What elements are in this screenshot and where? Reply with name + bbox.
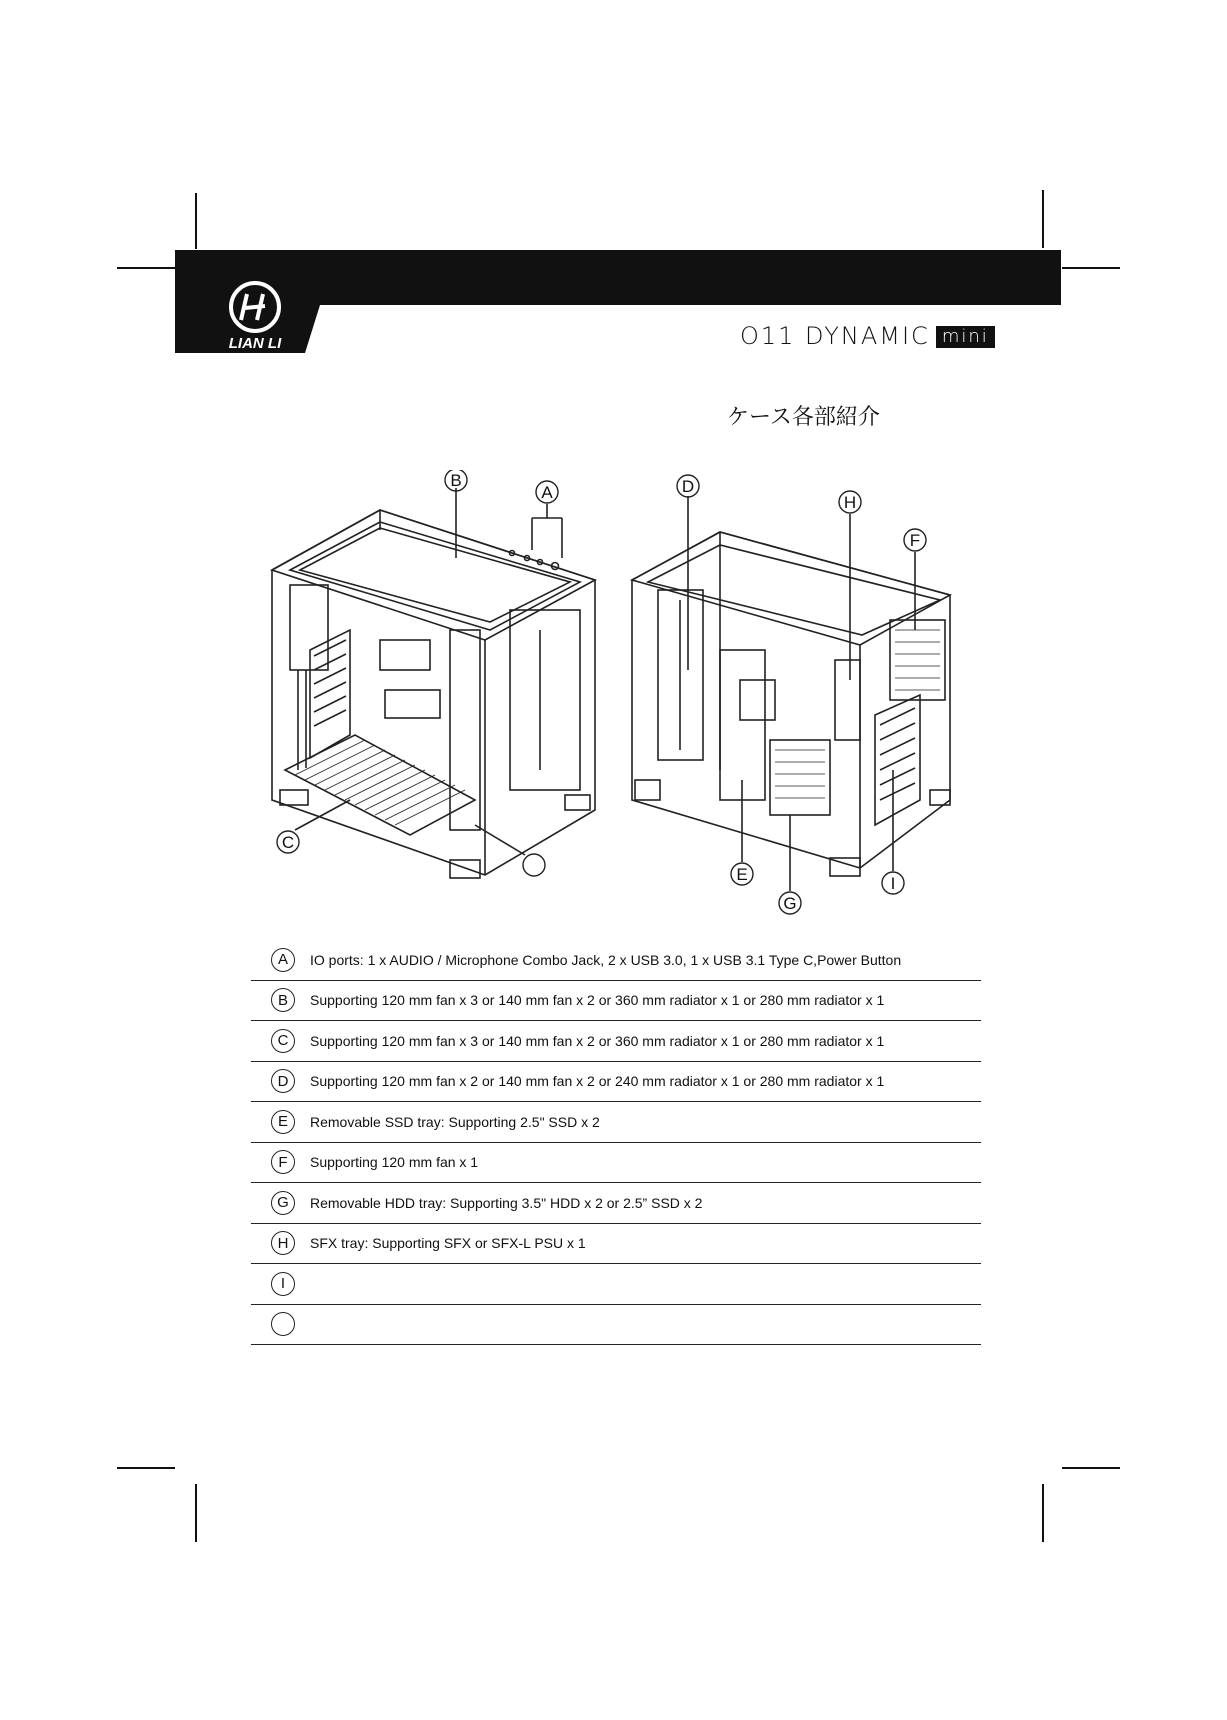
spec-letter-blank: [271, 1312, 295, 1336]
spec-table: [251, 940, 981, 1345]
spec-letter-h: H: [271, 1231, 295, 1255]
case-left-view: [272, 510, 595, 878]
crop-mark-bottom-left-h: [117, 1467, 175, 1469]
brand-logo: [175, 250, 335, 353]
spec-letter-a: A: [271, 948, 295, 972]
product-title: [740, 322, 995, 350]
page-heading: ケース各部紹介: [727, 405, 880, 430]
callout-d: D: [681, 477, 695, 496]
crop-mark-top-right-h: [1062, 267, 1120, 269]
crop-mark-top-left-h: [117, 267, 175, 269]
spec-letter-c: C: [271, 1029, 295, 1053]
spec-letter-b: B: [271, 988, 295, 1012]
spec-text-f: Supporting 120 mm fan x 1: [310, 1154, 479, 1171]
spec-row-c: [251, 1021, 981, 1062]
spec-letter-f: F: [271, 1150, 295, 1174]
callout-c: C: [281, 833, 295, 852]
spec-row-a: [251, 940, 981, 981]
spec-text-d: Supporting 120 mm fan x 2 or 140 mm fan x 2 or 240 mm radiator x 1 or 280 mm radiator x 1: [310, 1073, 885, 1090]
spec-text-e: Removable SSD tray: Supporting 2.5" SSD x 2: [310, 1113, 600, 1130]
spec-row-d: [251, 1062, 981, 1103]
brand-name: LIAN LI: [228, 335, 282, 352]
case-diagram: [250, 470, 990, 940]
spec-text-b: Supporting 120 mm fan x 3 or 140 mm fan x 2 or 360 mm radiator x 1 or 280 mm radiator x 1: [310, 992, 885, 1009]
callout-i: I: [890, 874, 896, 893]
case-right-view: [632, 532, 950, 876]
spec-letter-i: I: [271, 1272, 295, 1296]
crop-mark-bottom-left-v: [195, 1484, 197, 1542]
spec-row-blank: [251, 1305, 981, 1346]
product-name: O11 DYNAMIC: [740, 322, 930, 350]
callout-e: E: [736, 865, 748, 884]
spec-row-g: [251, 1183, 981, 1224]
callout-h: H: [843, 493, 857, 512]
callout-b: B: [450, 471, 462, 490]
spec-letter-e: E: [271, 1110, 295, 1134]
spec-letter-g: G: [271, 1191, 295, 1215]
callout-a: A: [541, 483, 553, 502]
crop-mark-top-right-v: [1042, 190, 1044, 248]
product-badge: mini: [936, 326, 995, 348]
crop-mark-bottom-right-v: [1042, 1484, 1044, 1542]
spec-row-i: [251, 1264, 981, 1305]
spec-row-f: [251, 1143, 981, 1184]
callout-f: F: [909, 531, 921, 550]
spec-letter-d: D: [271, 1069, 295, 1093]
spec-text-g: Removable HDD tray: Supporting 3.5" HDD x 2 or 2.5” SSD x 2: [310, 1194, 703, 1211]
spec-row-h: [251, 1224, 981, 1265]
spec-row-b: [251, 981, 981, 1022]
spec-text-a: IO ports: 1 x AUDIO / Microphone Combo Jack, 2 x USB 3.0, 1 x USB 3.1 Type C,Power Button: [310, 951, 902, 968]
crop-mark-top-left-v: [195, 193, 197, 249]
spec-text-h: SFX tray: Supporting SFX or SFX-L PSU x 1: [310, 1235, 586, 1252]
spec-text-c: Supporting 120 mm fan x 3 or 140 mm fan x 2 or 360 mm radiator x 1 or 280 mm radiator x 1: [310, 1032, 885, 1049]
spec-row-e: [251, 1102, 981, 1143]
callout-g: G: [783, 894, 797, 913]
crop-mark-bottom-right-h: [1062, 1467, 1120, 1469]
